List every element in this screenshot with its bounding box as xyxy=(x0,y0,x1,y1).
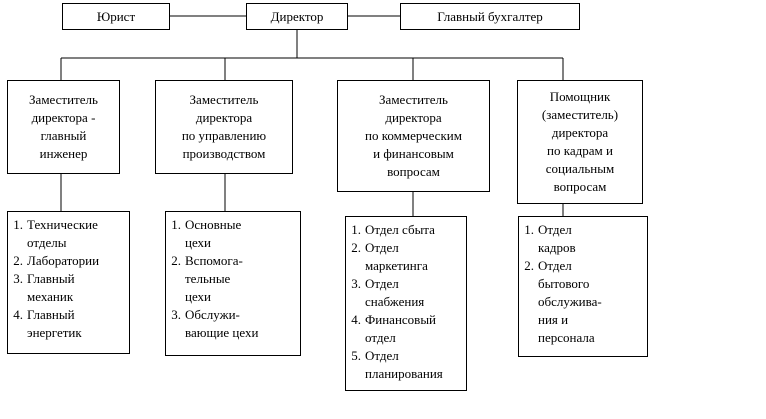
deputy-chief-engineer-label: Заместитель директора - главный инженер xyxy=(29,92,98,161)
list-item: 2. Отдел маркетинга xyxy=(351,240,428,273)
assistant-hr-box xyxy=(517,80,643,204)
hr-departments-list xyxy=(519,221,643,347)
list-item: 1. Технические отделы xyxy=(13,217,98,250)
commercial-departments-box xyxy=(345,216,467,391)
hr-departments-box xyxy=(518,216,648,357)
assistant-hr-label: Помощник (заместитель) директора по кадрам и социальным вопросам xyxy=(541,89,619,194)
director-label: Директор xyxy=(270,8,324,24)
list-item: 1. Основные цехи xyxy=(171,217,242,250)
list-item: 2. Отдел бытового обслужива- ния и персонала xyxy=(524,258,602,345)
deputy-commercial-box xyxy=(337,80,490,192)
list-item: 5. Отдел планирования xyxy=(351,348,443,381)
lawyer-box xyxy=(62,3,170,30)
list-item: 1. Отдел сбыта xyxy=(351,222,435,237)
list-item: 2. Лаборатории xyxy=(13,253,100,268)
list-item: 1. Отдел кадров xyxy=(524,222,576,255)
chief-accountant-box xyxy=(400,3,580,30)
list-item: 4. Главный энергетик xyxy=(13,307,82,340)
deputy-commercial-label: Заместитель директора по коммерческим и финансовым вопросам xyxy=(365,92,462,179)
lawyer-label: Юрист xyxy=(96,8,136,24)
list-item: 3. Обслужи- вающие цехи xyxy=(171,307,259,340)
production-departments-box xyxy=(165,211,301,356)
deputy-chief-engineer-box xyxy=(7,80,120,174)
list-item: 3. Главный механик xyxy=(13,271,75,304)
engineering-departments-box xyxy=(7,211,130,354)
deputy-production-label: Заместитель директора по управлению производством xyxy=(181,92,267,161)
production-departments-list xyxy=(166,216,296,342)
list-item: 2. Вспомога- тельные цехи xyxy=(171,253,243,304)
list-item: 4. Финансовый отдел xyxy=(351,312,437,345)
list-item: 3. Отдел снабжения xyxy=(351,276,425,309)
deputy-production-box xyxy=(155,80,293,174)
chief-accountant-label: Главный бухгалтер xyxy=(437,8,543,24)
director-box xyxy=(246,3,348,30)
commercial-departments-list xyxy=(346,221,462,383)
engineering-departments-list xyxy=(8,216,125,342)
